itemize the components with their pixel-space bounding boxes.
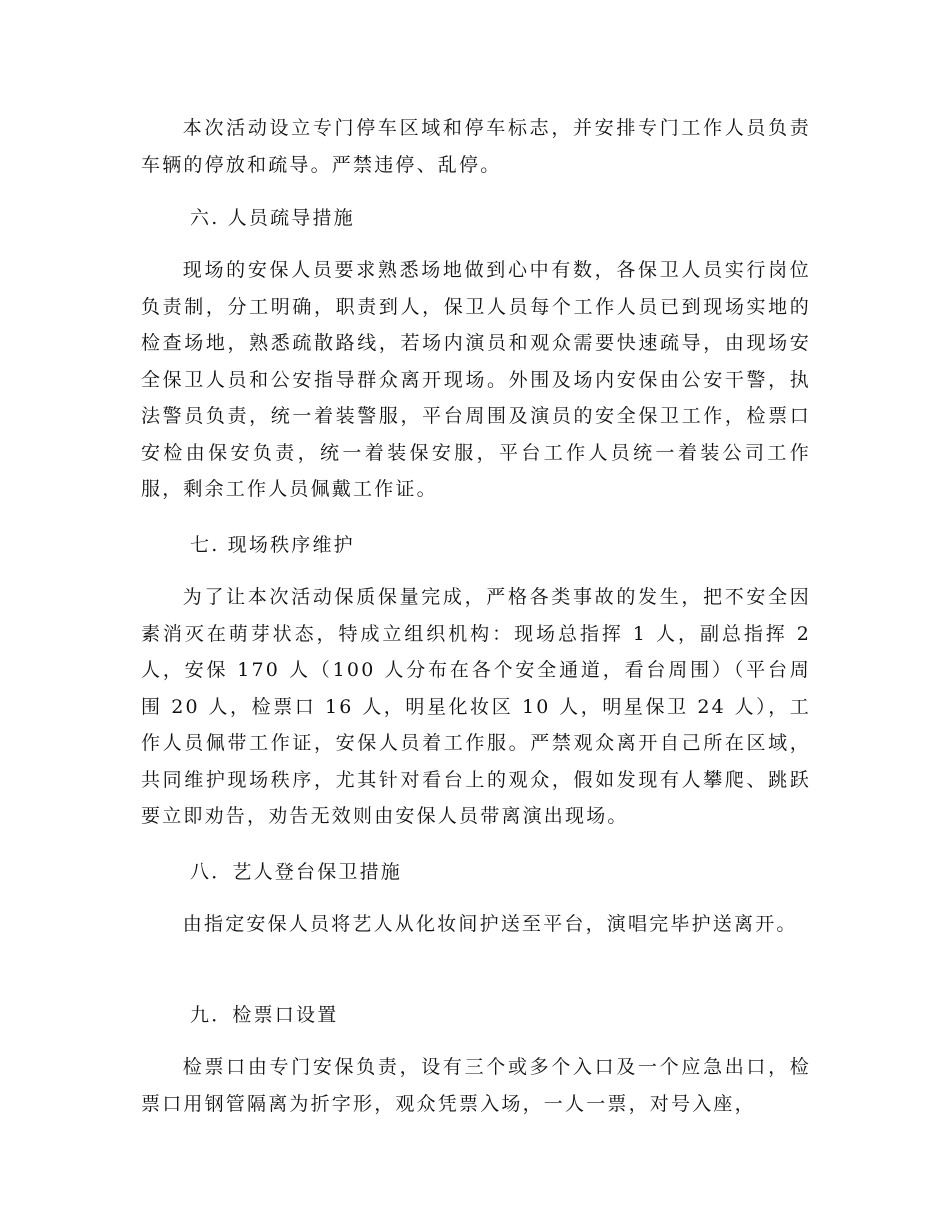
section-7-body: 为了让本次活动保质保量完成，严格各类事故的发生，把不安全因素消灭在萌芽状态，特成立组织机构：现场总指挥 1 人，副总指挥 2 人，安保 170 人（100 人分布在各个安全通道，看台周围）（平台周围 20 人，检票口 16 人，明星化妆区 10 人，明星保卫 24 人），工作人员佩带工作证，安保人员着工作服。严禁观众离开自己所在区域，共同维护现场秩序，尤其针对看台上的观众，假如发现有人攀爬、跳跃要立即劝告，劝告无效则由安保人员带离演出现场。 [141, 586, 811, 827]
parking-paragraph: 本次活动设立专门停车区域和停车标志，并安排专门工作人员负责车辆的停放和疏导。严禁违停、乱停。 [141, 117, 811, 176]
section-9-body: 检票口由专门安保负责，设有三个或多个入口及一个应急出口，检票口用钢管隔离为折字形，观众凭票入场，一人一票，对号入座， [141, 1056, 811, 1115]
section-6-heading: 六. 人员疏导措施 [190, 207, 355, 229]
section-8-body: 由指定安保人员将艺人从化妆间护送至平台，演唱完毕护送离开。 [182, 913, 798, 935]
section-7-heading: 七. 现场秩序维护 [190, 534, 355, 556]
section-6-body: 现场的安保人员要求熟悉场地做到心中有数，各保卫人员实行岗位负责制，分工明确，职责到人，保卫人员每个工作人员已到现场实地的检查场地，熟悉疏散路线，若场内演员和观众需要快速疏导，由现场安全保卫人员和公安指导群众离开现场。外围及场内安保由公安干警，执法警员负责，统一着装警服，平台周围及演员的安全保卫工作，检票口安检由保安负责，统一着装保安服，平台工作人员统一着装公司工作服，剩余工作人员佩戴工作证。 [141, 259, 811, 500]
section-8-heading: 八．艺人登台保卫措施 [190, 861, 403, 883]
section-9-heading: 九．检票口设置 [190, 1004, 339, 1026]
